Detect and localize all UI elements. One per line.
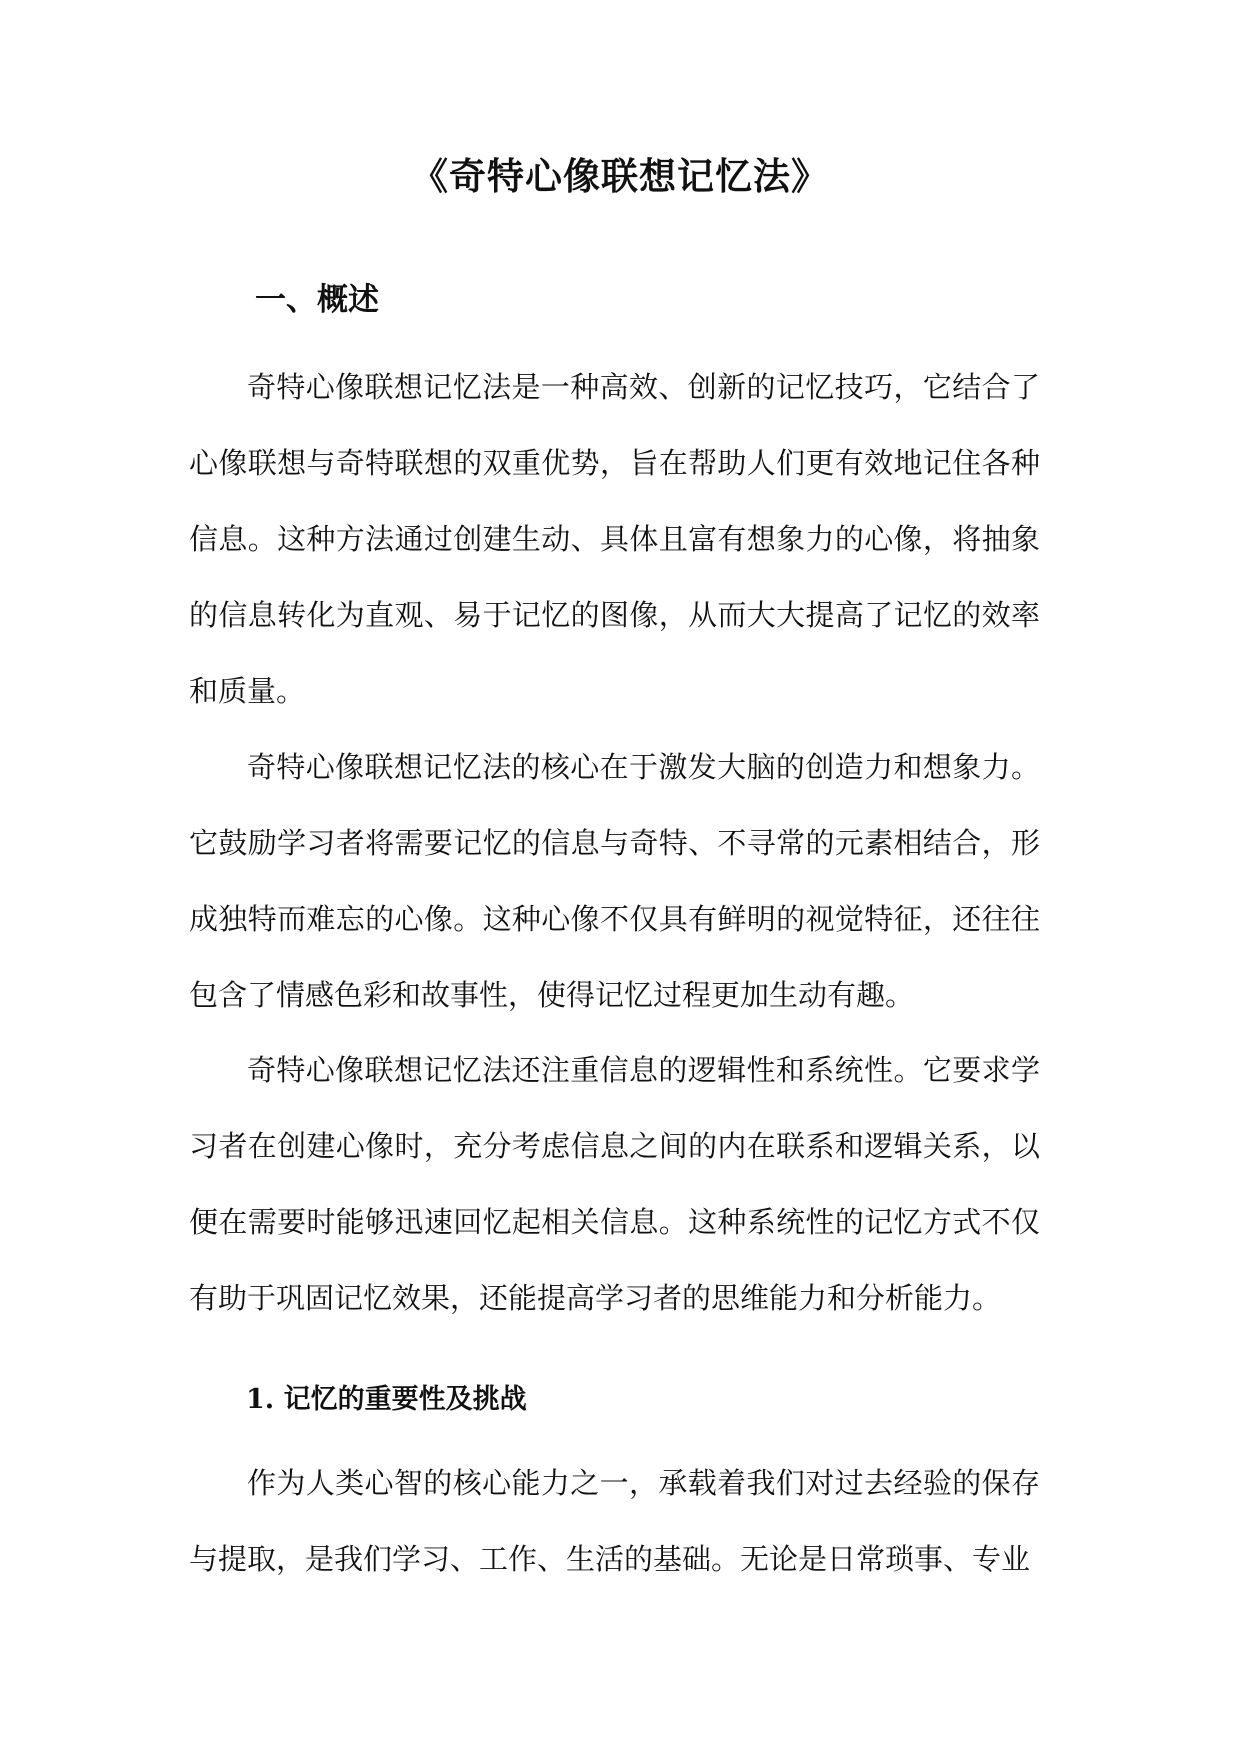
section-heading-overview: 一、概述	[255, 282, 379, 318]
paragraph-overview-2: 奇特心像联想记忆法的核心在于激发大脑的创造力和想象力。它鼓励学习者将需要记忆的信息与奇特、不寻常的元素相结合，形成独特而难忘的心像。这种心像不仅具有鲜明的视觉特征，还往往包含了情感色彩和故事性，使得记忆过程更加生动有趣。	[189, 750, 1040, 1012]
paragraph-memory-importance-1: 作为人类心智的核心能力之一，承载着我们对过去经验的保存与提取，是我们学习、工作、生活的基础。无论是日常琐事、专业	[189, 1466, 1040, 1576]
paragraph-overview-3: 奇特心像联想记忆法还注重信息的逻辑性和系统性。它要求学习者在创建心像时，充分考虑信息之间的内在联系和逻辑关系，以便在需要时能够迅速回忆起相关信息。这种系统性的记忆方式不仅有助于巩固记忆效果，还能提高学习者的思维能力和分析能力。	[189, 1053, 1040, 1315]
paragraph-overview-1: 奇特心像联想记忆法是一种高效、创新的记忆技巧，它结合了心像联想与奇特联想的双重优势，旨在帮助人们更有效地记住各种信息。这种方法通过创建生动、具体且富有想象力的心像，将抽象的信息转化为直观、易于记忆的图像，从而大大提高了记忆的效率和质量。	[189, 370, 1040, 708]
document-title: 《奇特心像联想记忆法》	[411, 154, 829, 198]
subsection-heading-memory-importance: 1. 记忆的重要性及挑战	[246, 1384, 527, 1415]
